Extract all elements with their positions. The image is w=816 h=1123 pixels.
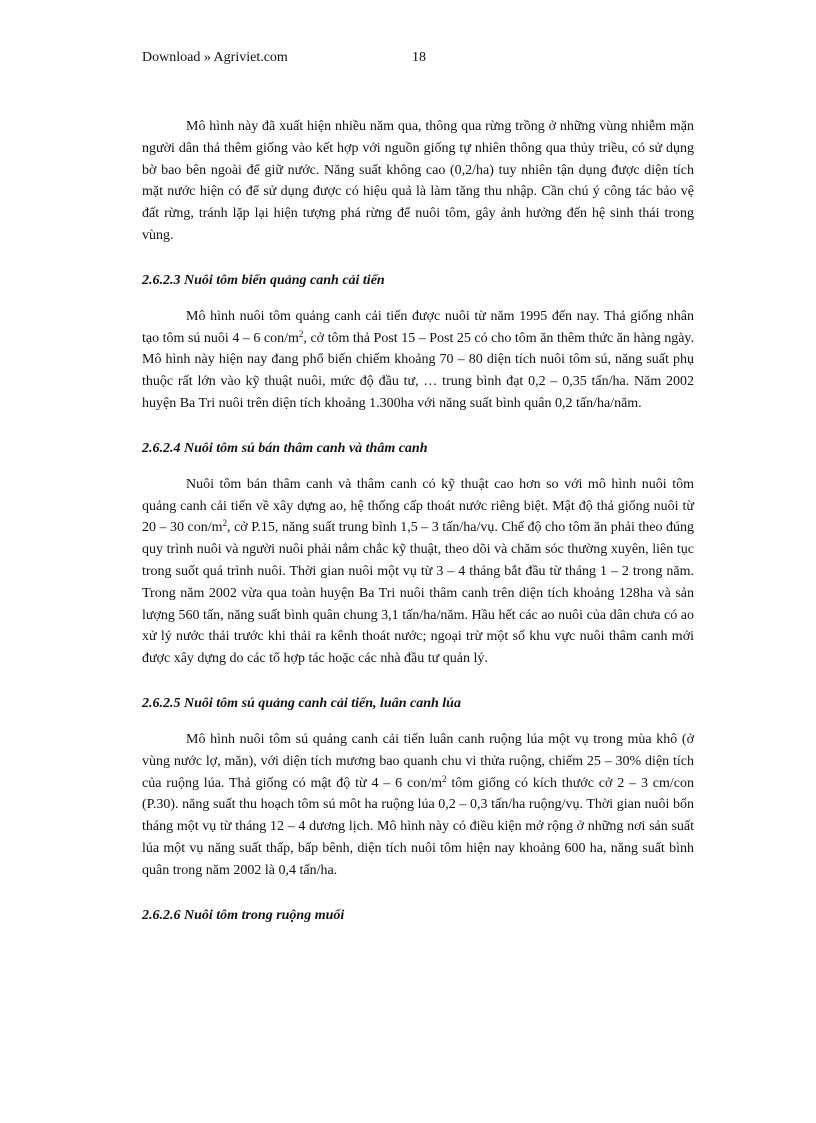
paragraph-text: Mô hình nuôi tôm sú quảng canh cải tiến luân canh ruộng lúa một vụ trong mùa khô (ở vùng nước lợ, măn), với diện tích mương bao quanh chu vi thửa ruộng, chiếm 25 – 30% diện tích của ruộng lúa. Thả giống có mật độ từ 4 – 6 con/m — [142, 731, 694, 791]
superscript: 2 — [442, 773, 447, 784]
paragraph-text: , cở P.15, năng suất trung bình 1,5 – 3 tấn/ha/vụ. Chế độ cho tôm ăn phải theo đúng quy trình nuôi và người nuôi phải nắm chắc kỹ thuật, theo dõi và chăm sóc thường xuyên, liên tục trong suốt quá trình nuôi. Thời gian nuôi một vụ từ 3 – 4 tháng bắt đầu từ tháng 1 – 2 trong năm. Trong năm 2002 vừa qua toàn huyện Ba Tri nuôi thâm canh trên diện tích khoảng 128ha và sản lượng 560 tấn, năng suất bình quân chung 3,1 tấn/ha/năm. Hầu hết các ao nuôi của dân chưa có ao xử lý nước thải trước khi thải ra kênh thoát nước; ngoại trừ một số khu vực nuôi thâm canh mới được xây dựng do các tổ hợp tác hoặc các nhà đầu tư quản lý. — [142, 520, 694, 667]
header-source: Download » Agriviet.com — [142, 50, 288, 65]
page-header — [142, 50, 702, 70]
page-content — [142, 116, 694, 941]
paragraph-text: tôm giống có kích thước cở 2 – 3 cm/con (P.30). năng suất thu hoạch tôm sú môt ha ruộng lúa 0,2 – 0,3 tấn/ha ruộng/vụ. Thời gian nuôi bốn tháng một vụ từ tháng 12 – 4 dương lịch. Mô hình này có điều kiện mở rộng ở những nơi sản suất lúa một vụ năng suất thấp, bấp bênh, diện tích nuôi tôm hiện nay khoảng 600 ha, năng suất bình quân trong năm 2002 là 0,4 tấn/ha. — [142, 775, 695, 878]
section-2-6-2-6-heading: 2.6.2.6 Nuôi tôm trong ruộng muối — [142, 907, 345, 923]
page-number: 18 — [412, 50, 426, 65]
superscript: 2 — [222, 518, 228, 529]
intro-paragraph: Mô hình này đã xuất hiện nhiều năm qua, thông qua rừng trồng ở những vùng nhiễm mặn người dân thả thêm giống vào kết hợp với nguồn giống tự nhiên thông qua thủy triều, có sử dụng bờ bao bên ngoài để giữ nước. Năng suất không cao (0,2/ha) tuy nhiên tận dụng được diện tích mặt nước hiện có để sử dụng được có hiệu quả là làm tăng thu nhập. Cần chú ý công tác bảo vệ đất rừng, tránh lặp lại hiện tượng phá rừng để nuôi tôm, gây ảnh hưởng đến hệ sinh thái trong vùng. — [142, 119, 694, 243]
superscript: 2 — [298, 328, 304, 339]
section-2-6-2-3-heading: 2.6.2.3 Nuôi tôm biển quảng canh cải tiến — [142, 272, 385, 288]
section-2-6-2-4-paragraph — [142, 474, 694, 670]
paragraph-text: Nuôi tôm bán thâm canh và thâm canh có kỹ thuật cao hơn so với mô hình nuôi tôm quảng canh cải tiến về xây dựng ao, hệ thống cấp thoát nước riêng biệt. Mật độ thả giống nuôi từ 20 – 30 con/m — [142, 476, 694, 536]
section-2-6-2-4-heading: 2.6.2.4 Nuôi tôm sú bán thâm canh và thâm canh — [142, 440, 428, 456]
section-2-6-2-5-paragraph — [142, 729, 694, 882]
paragraph-text: , cở tôm thả Post 15 – Post 25 có cho tôm ăn thêm thức ăn hàng ngày. Mô hình này hiện nay đang phổ biến chiếm khoảng 70 – 80 diện tích nuôi tôm sú, năng suất phụ thuộc rất lớn vào kỹ thuật nuôi, mức độ đầu tư, … trung bình đạt 0,2 – 0,35 tấn/ha. Năm 2002 huyện Ba Tri nuôi trên diện tích khoảng 1.300ha với năng suất bình quân 0,2 tấn/ha/năm. — [142, 330, 694, 411]
paragraph-text: Mô hình nuôi tôm quảng canh cải tiến được nuôi từ năm 1995 đến nay. Thả giống nhân tạo tôm sú nuôi 4 – 6 con/m — [142, 308, 694, 346]
section-2-6-2-5-heading: 2.6.2.5 Nuôi tôm sú quảng canh cải tiến, luân canh lúa — [142, 695, 461, 711]
section-2-6-2-3-paragraph — [142, 306, 694, 415]
